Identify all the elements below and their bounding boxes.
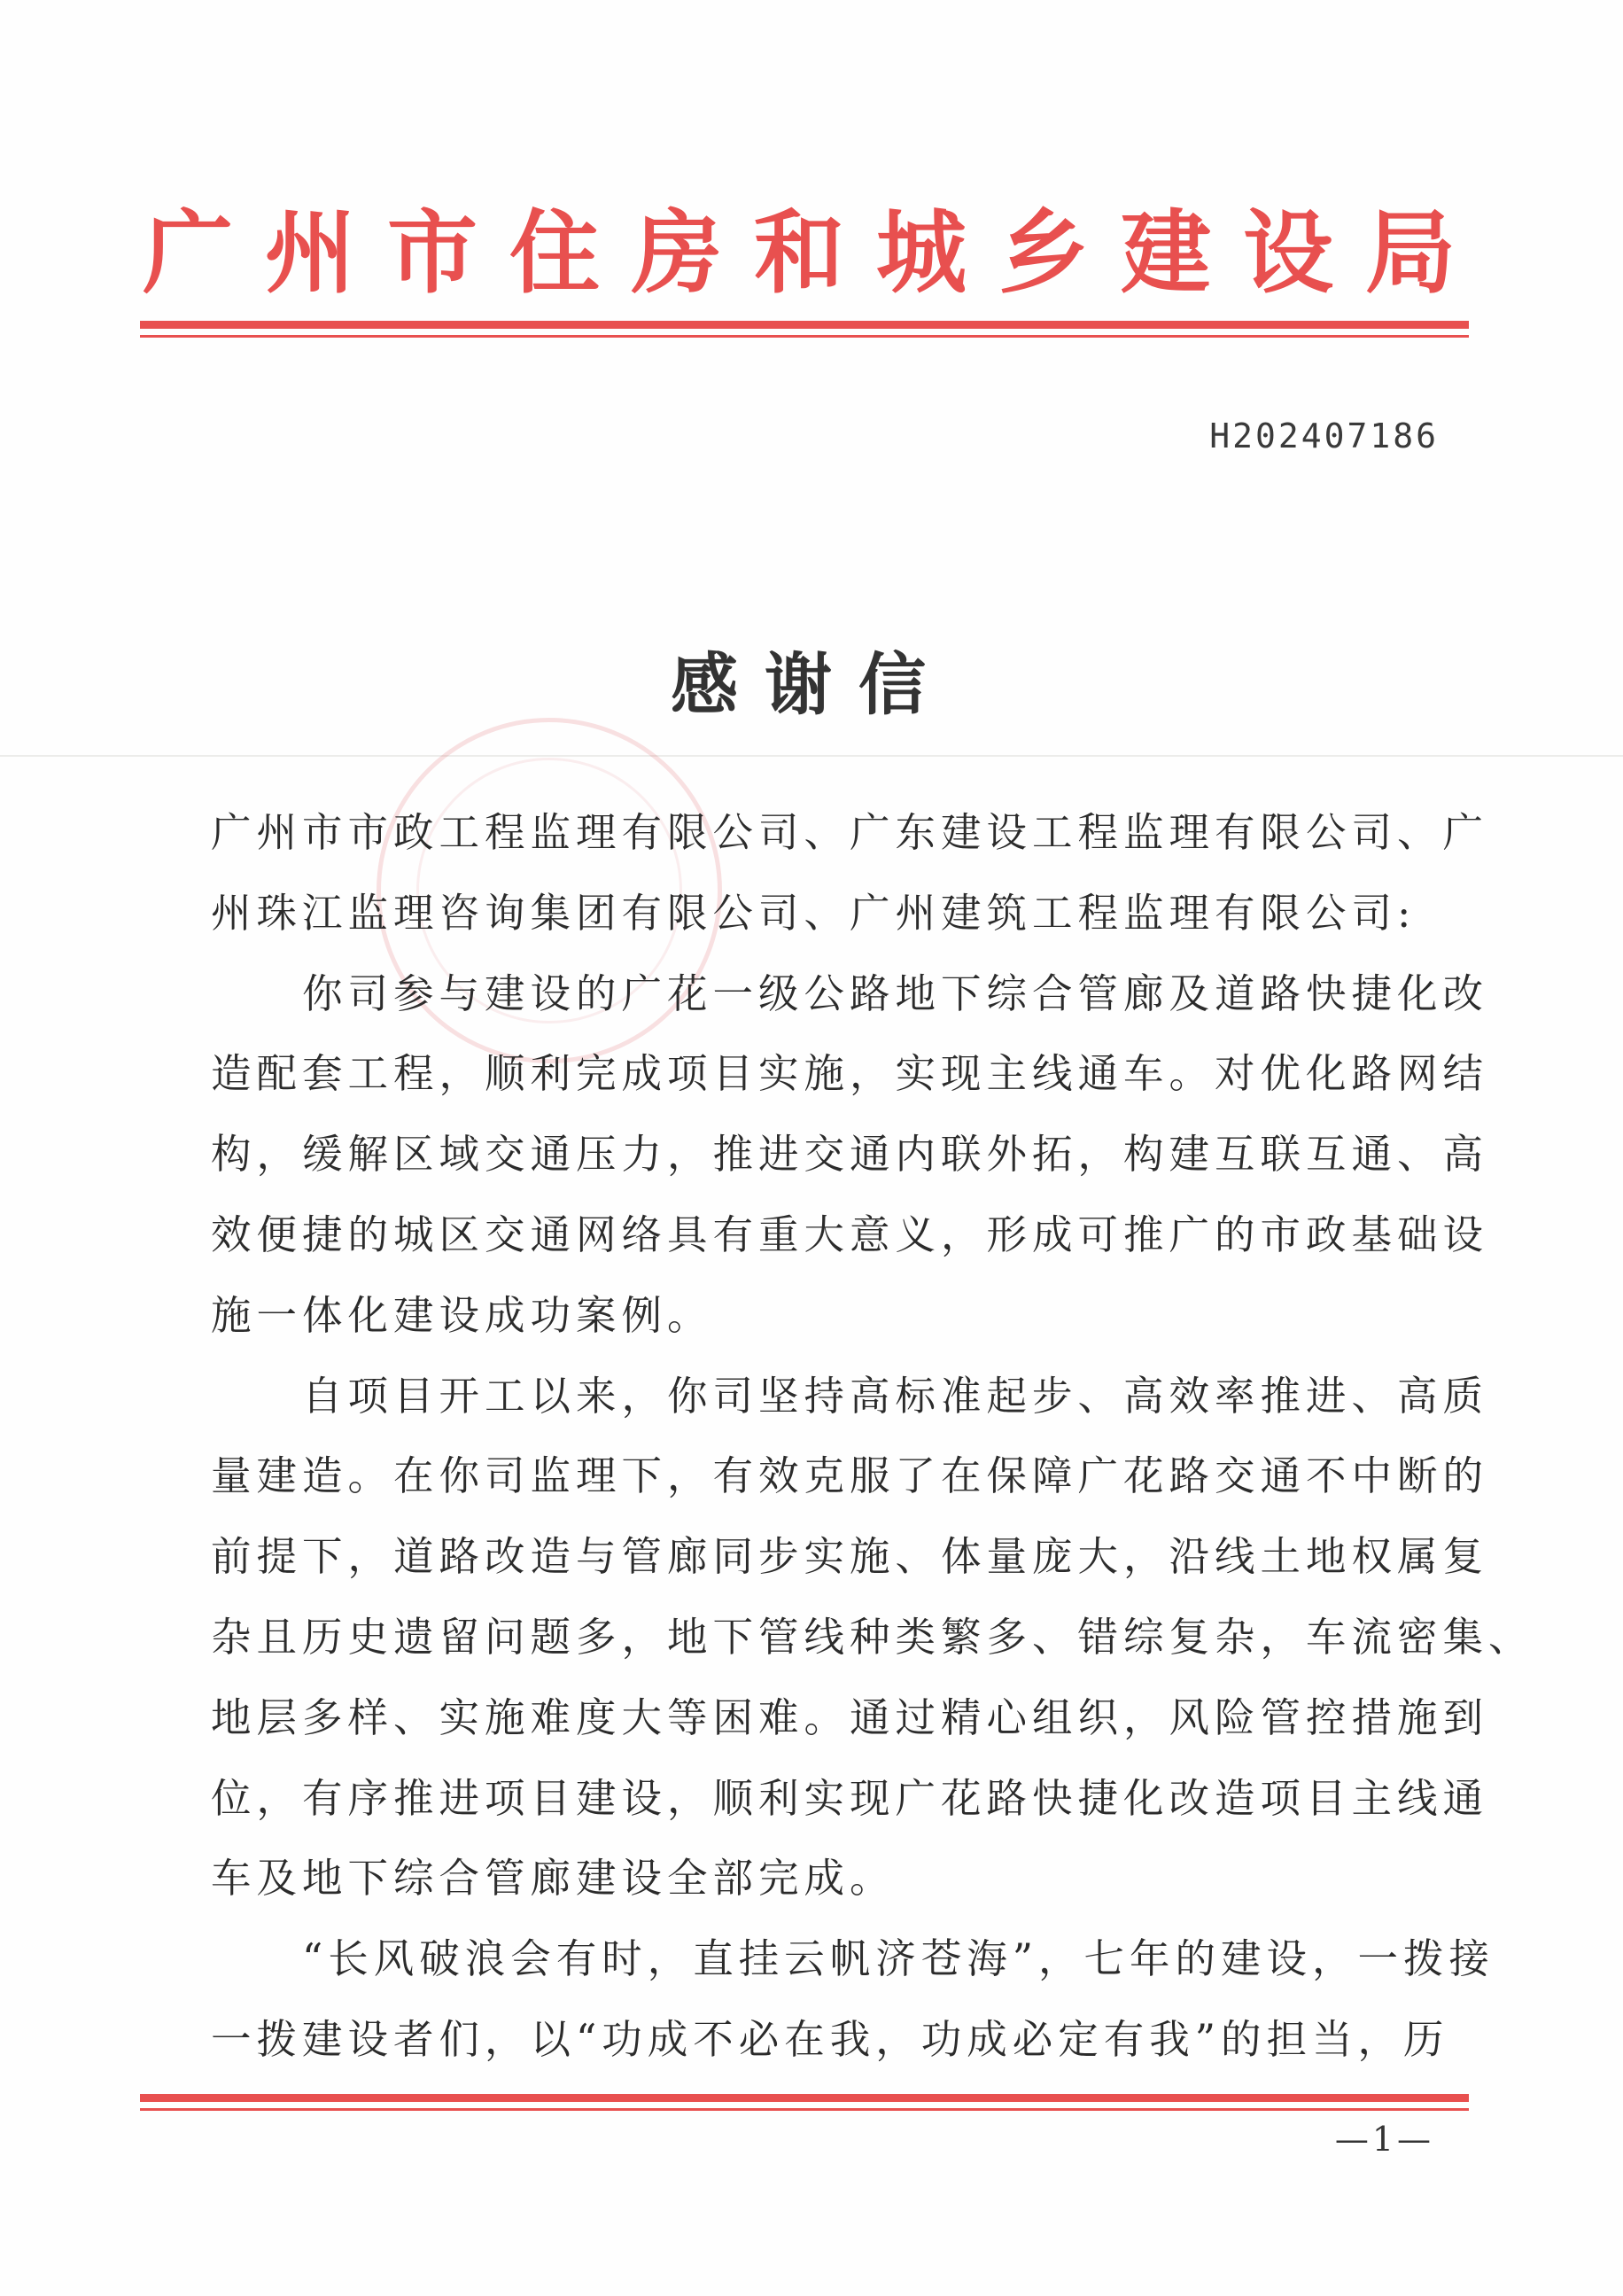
body-line: 你司参与建设的广花一级公路地下综合管廊及道路快捷化改 [211,969,1489,1017]
letter-title: 感谢信 [671,645,952,724]
body-line: 地层多样、实施难度大等困难。通过精心组织，风险管控措施到 [211,1693,1489,1741]
body-line: 造配套工程，顺利完成项目实施，实现主线通车。对优化路网结 [211,1050,1489,1098]
letterhead-rule-thin [140,335,1469,338]
body-line: 位，有序推进项目建设，顺利实现广花路快捷化改造项目主线通 [211,1774,1489,1822]
body-line: 量建造。在你司监理下，有效克服了在保障广花路交通不中断的 [211,1452,1489,1500]
body-line: “长风破浪会有时，直挂云帆济苍海”，七年的建设，一拨接 [211,1935,1495,1983]
body-line: 杂且历史遗留问题多，地下管线种类繁多、错综复杂，车流密集、 [211,1613,1534,1661]
letterhead-title: 广州市住房和城乡建设局 [143,200,1487,307]
body-line: 一拨建设者们，以“功成不必在我，功成必定有我”的担当，历 [211,2015,1449,2063]
body-line: 效便捷的城区交通网络具有重大意义，形成可推广的市政基础设 [211,1210,1489,1258]
body-line: 构，缓解区域交通压力，推进交通内联外拓，构建互联互通、高 [211,1131,1489,1179]
letter-body [211,793,1534,2081]
body-line: 车及地下综合管廊建设全部完成。 [211,1855,896,1903]
body-line: 广州市市政工程监理有限公司、广东建设工程监理有限公司、广 [211,809,1489,856]
body-line: 施一体化建设成功案例。 [211,1291,713,1339]
footer-rule-thin [140,2108,1469,2111]
page-number: —1— [1334,2120,1434,2159]
body-line: 前提下，道路改造与管廊同步实施、体量庞大，沿线土地权属复 [211,1533,1489,1581]
letterhead-rule-thick [140,321,1469,329]
scan-seam-divider [0,755,1623,757]
footer-rule-thick [140,2094,1469,2102]
document-number: H202407186 [1209,416,1439,455]
body-line: 州珠江监理咨询集团有限公司、广州建筑工程监理有限公司: [211,889,1417,937]
body-line: 自项目开工以来，你司坚持高标准起步、高效率推进、高质 [211,1372,1489,1420]
